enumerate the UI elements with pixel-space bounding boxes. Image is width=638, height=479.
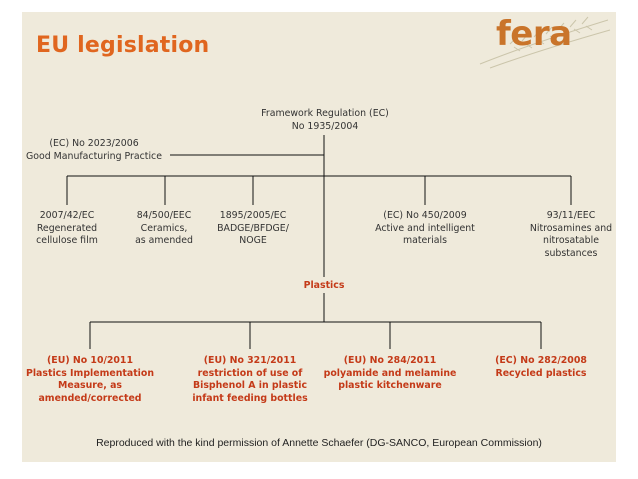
node-plastics: Plastics (303, 280, 345, 291)
fera-logo-text: fera (496, 14, 572, 54)
node-recycled-plastics: (EC) No 282/2008 Recycled plastics (495, 355, 587, 379)
node-active-intelligent: (EC) No 450/2009 Active and intelligent materials (375, 210, 475, 246)
node-bisphenol-a: (EU) No 321/2011 restriction of use of Bisphenol A in plastic infant feeding bottles (192, 355, 308, 404)
framework-regulation-node: Framework Regulation (EC) No 1935/2004 (261, 108, 389, 132)
node-badge: 1895/2005/EC BADGE/BFDGE/ NOGE (217, 210, 289, 246)
permission-credit: Reproduced with the kind permission of Annette Schaefer (DG-SANCO, European Commission) (96, 437, 542, 449)
node-ceramics: 84/500/EEC Ceramics, as amended (135, 210, 193, 246)
slide-title: EU legislation (36, 33, 210, 58)
gmp-node: (EC) No 2023/2006 Good Manufacturing Practice (26, 138, 162, 162)
node-regenerated-cellulose: 2007/42/EC Regenerated cellulose film (36, 210, 98, 246)
node-plastics-implementation: (EU) No 10/2011 Plastics Implementation Measure, as amended/corrected (25, 355, 155, 404)
node-nitrosamines: 93/11/EEC Nitrosamines and nitrosatable substances (529, 210, 613, 259)
node-polyamide-melamine: (EU) No 284/2011 polyamide and melamine plastic kitchenware (323, 355, 457, 391)
